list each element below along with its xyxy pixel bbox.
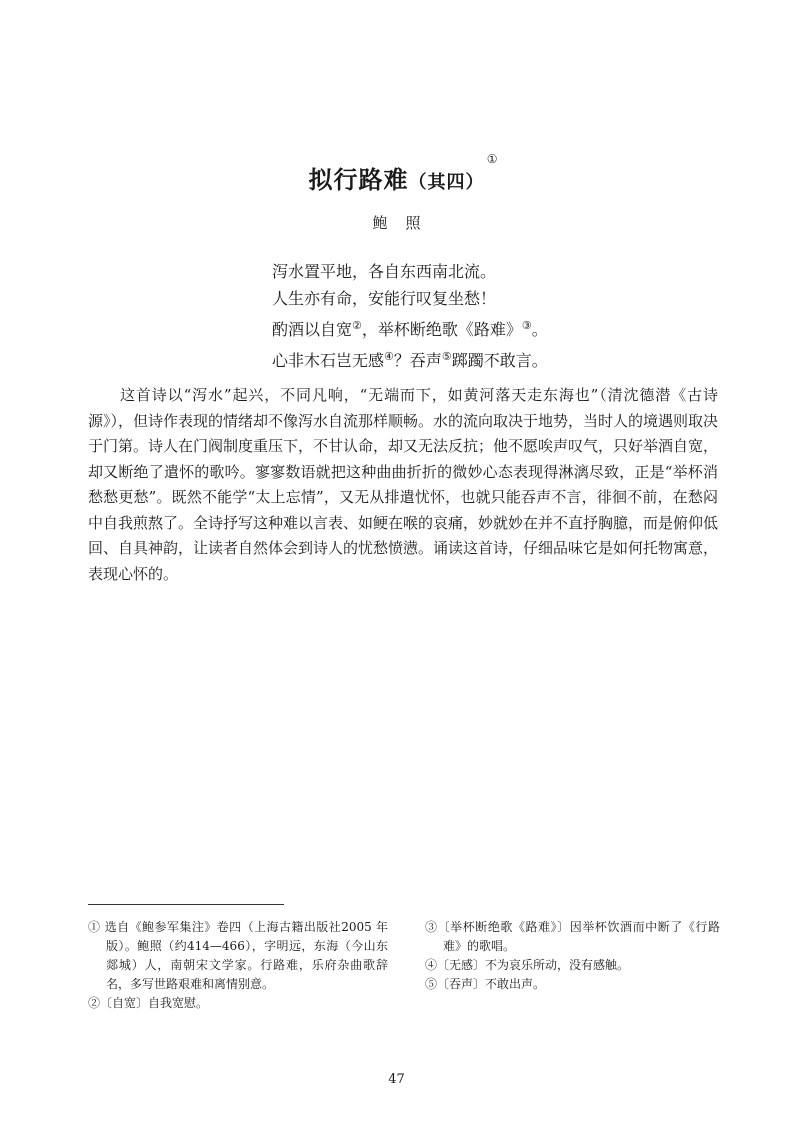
poem-body xyxy=(272,258,632,374)
poem-line-3-seg3: 。 xyxy=(531,320,548,339)
footnotes-right-column xyxy=(425,918,720,994)
footnote-marker-4[interactable]: ④ xyxy=(384,350,394,363)
title-block xyxy=(0,152,793,195)
footnote-divider xyxy=(88,904,284,905)
footnote-marker-3[interactable]: ③ xyxy=(521,319,532,332)
page-number: 47 xyxy=(388,1072,405,1087)
poem-line-3-seg2: ，举杯断绝歌《路难》 xyxy=(361,320,522,339)
footnote-4: ④〔无感〕不为哀乐所动，没有感触。 xyxy=(425,958,630,972)
poem-line-4-seg3: 踯躅不敢言。 xyxy=(451,351,548,370)
poem-line-4-seg2: ？吞声 xyxy=(393,351,442,370)
poem-author: 鲍照 xyxy=(372,214,439,232)
footnotes-left-column xyxy=(88,918,388,1013)
footnote-5: ⑤〔吞声〕不敢出声。 xyxy=(425,977,546,991)
footnote-1: ① 选自《鲍参军集注》卷四（上海古籍出版社2005 年版）。鲍照（约414—466），字明远，东海（今山东郯城）人，南朝宋文学家。行路难，乐府杂曲歌辞名，多写世路艰难和离情别意。 xyxy=(88,920,388,991)
title-footnote-marker[interactable]: ① xyxy=(486,152,499,166)
footnote-marker-5[interactable]: ⑤ xyxy=(441,350,452,363)
poem-line-4-seg1: 心非木石岂无感 xyxy=(272,351,385,370)
poem-line-2: 人生亦有命，安能行叹复坐愁！ xyxy=(272,289,497,308)
poem-line-3 xyxy=(272,312,632,343)
poem-title xyxy=(308,152,499,195)
poem-line-4 xyxy=(272,343,632,374)
poem-line-3-seg1: 酌酒以自宽 xyxy=(272,320,353,339)
poem-title-main: 拟行路难 xyxy=(308,165,409,194)
commentary-paragraph: 这首诗以“泻水”起兴，不同凡响，“无端而下，如黄河落天走东海也”（清沈德潜《古诗源》），但诗作表现的情绪却不像泻水自流那样顺畅。水的流向取决于地势，当时人的境遇则取决于门第。诗人在门阀制度重压下，不甘认命，却又无法反抗；他不愿唉声叹气，只好举酒自宽，却又断绝了遣怀的歌吟。寥寥数语就把这种曲曲折折的微妙心态表现得淋漓尽致，正是“举杯消愁愁更愁”。既然不能学“太上忘情”，又无从排遣忧怀，也就只能吞声不言，徘徊不前，在愁闷中自我煎熬了。全诗抒写这种难以言表、如鲠在喉的哀痛，妙就妙在并不直抒胸臆，而是俯仰低回、自具神韵，让读者自然体会到诗人的忧愁愤懑。诵读这首诗，仔细品味它是如何托物寓意，表现心怀的。 xyxy=(88,386,719,583)
footnote-3: ③〔举杯断绝歌《路难》〕因举杯饮酒而中断了《行路难》的歌唱。 xyxy=(425,920,720,953)
poem-title-sub: （其四） xyxy=(408,172,485,193)
footnote-2: ②〔自宽〕自我宽慰。 xyxy=(88,996,209,1010)
poem-line-1: 泻水置平地，各自东西南北流。 xyxy=(272,262,497,281)
footnote-marker-2[interactable]: ② xyxy=(352,319,362,332)
